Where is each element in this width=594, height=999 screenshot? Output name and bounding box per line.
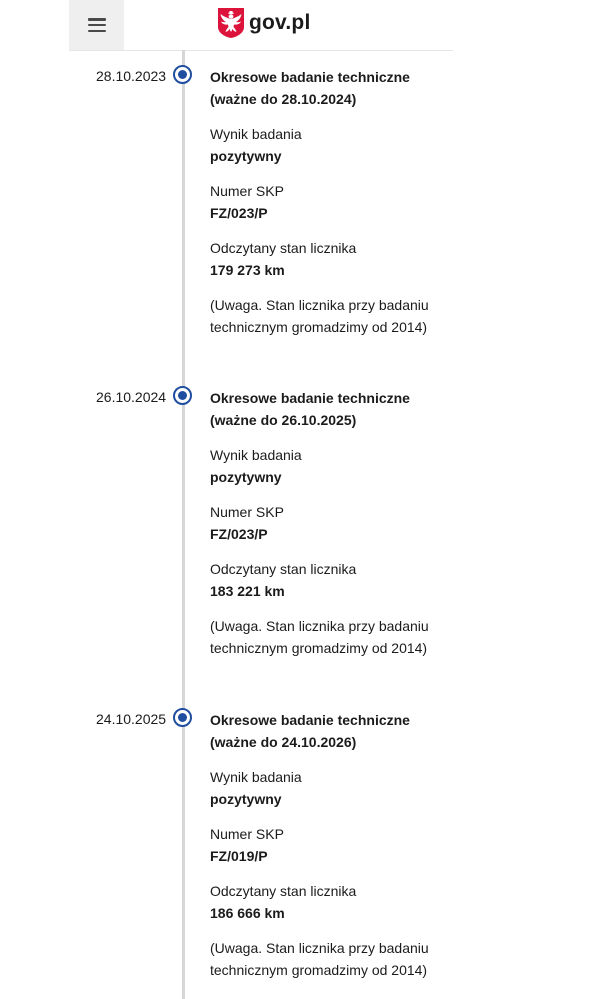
- odometer-label: Odczytany stan licznika: [210, 561, 357, 577]
- polish-eagle-emblem-icon: [217, 7, 245, 39]
- skp-label: Numer SKP: [210, 826, 284, 842]
- entry-title: [210, 710, 470, 753]
- entry-details: [210, 388, 470, 659]
- odometer-note: [210, 938, 470, 981]
- odometer-note: [210, 616, 470, 659]
- entry-title: [210, 388, 470, 431]
- skp-label: Numer SKP: [210, 504, 284, 520]
- odometer-field: [210, 238, 470, 281]
- result-field: [210, 124, 470, 167]
- odometer-field: [210, 559, 470, 602]
- note-line: (Uwaga. Stan licznika przy badaniu: [210, 618, 429, 634]
- hamburger-menu-icon: [88, 18, 106, 32]
- result-label: Wynik badania: [210, 447, 302, 463]
- result-value: pozytywny: [210, 790, 282, 807]
- odometer-field: [210, 881, 470, 924]
- odometer-value: 179 273 km: [210, 261, 285, 278]
- result-value: pozytywny: [210, 468, 282, 485]
- skp-field: [210, 181, 470, 224]
- entry-date: 28.10.2023: [96, 68, 167, 84]
- entry-validity: (ważne do 24.10.2026): [210, 733, 357, 750]
- result-value: pozytywny: [210, 147, 282, 164]
- top-header: [69, 0, 453, 51]
- menu-button[interactable]: [69, 0, 124, 50]
- entry-title: [210, 67, 470, 110]
- note-line: (Uwaga. Stan licznika przy badaniu: [210, 940, 429, 956]
- odometer-value: 186 666 km: [210, 904, 285, 921]
- note-line: technicznym gromadzimy od 2014): [210, 639, 428, 656]
- skp-field: [210, 502, 470, 545]
- timeline-dot-icon: [173, 708, 192, 727]
- odometer-value: 183 221 km: [210, 582, 285, 599]
- skp-label: Numer SKP: [210, 183, 284, 199]
- result-label: Wynik badania: [210, 769, 302, 785]
- entry-details: [210, 710, 470, 981]
- result-field: [210, 767, 470, 810]
- skp-value: FZ/023/P: [210, 204, 268, 221]
- entry-date: 24.10.2025: [96, 711, 167, 727]
- odometer-label: Odczytany stan licznika: [210, 883, 357, 899]
- entry-validity: (ważne do 28.10.2024): [210, 90, 357, 107]
- entry-title-line: Okresowe badanie techniczne: [210, 69, 410, 85]
- entry-date: 26.10.2024: [96, 389, 167, 405]
- result-label: Wynik badania: [210, 126, 302, 142]
- note-line: technicznym gromadzimy od 2014): [210, 961, 428, 978]
- logo-text: gov.pl: [249, 11, 311, 34]
- entry-validity: (ważne do 26.10.2025): [210, 411, 357, 428]
- note-line: technicznym gromadzimy od 2014): [210, 318, 428, 335]
- skp-field: [210, 824, 470, 867]
- timeline-dot-icon: [173, 65, 192, 84]
- odometer-note: [210, 295, 470, 338]
- timeline-line: [182, 50, 185, 999]
- odometer-label: Odczytany stan licznika: [210, 240, 357, 256]
- entry-title-line: Okresowe badanie techniczne: [210, 390, 410, 406]
- timeline-dot-icon: [173, 386, 192, 405]
- result-field: [210, 445, 470, 488]
- skp-value: FZ/023/P: [210, 525, 268, 542]
- note-line: (Uwaga. Stan licznika przy badaniu: [210, 297, 429, 313]
- skp-value: FZ/019/P: [210, 847, 268, 864]
- entry-title-line: Okresowe badanie techniczne: [210, 712, 410, 728]
- entry-details: [210, 67, 470, 338]
- gov-logo[interactable]: [217, 7, 310, 39]
